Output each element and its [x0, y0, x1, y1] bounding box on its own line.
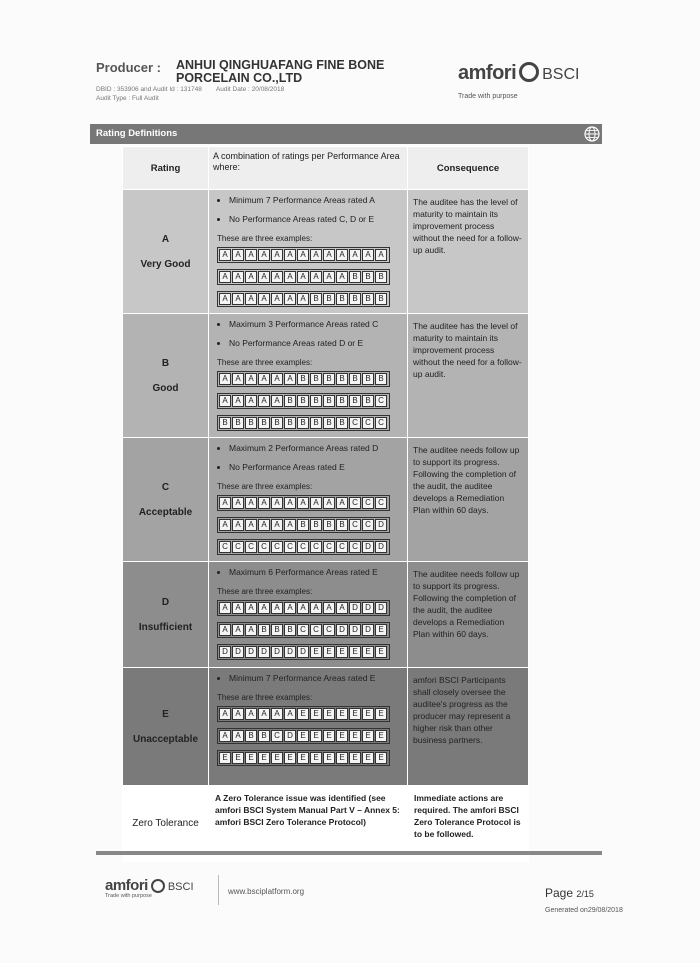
rating-row — [123, 562, 529, 668]
rating-square: A — [362, 249, 374, 261]
rating-square: A — [271, 249, 283, 261]
rating-label: Very Good — [140, 258, 191, 270]
rating-square: E — [323, 752, 335, 764]
rating-square: A — [323, 602, 335, 614]
rating-square: E — [323, 646, 335, 658]
rating-square: A — [232, 395, 244, 407]
rating-square: A — [219, 293, 231, 305]
rating-square: B — [310, 293, 322, 305]
rating-square: B — [258, 730, 270, 742]
rating-square: A — [245, 519, 257, 531]
rating-cell — [123, 190, 209, 314]
criteria-bullet: • Minimum 7 Performance Areas rated A — [229, 195, 401, 206]
rating-label: Insufficient — [138, 621, 193, 633]
rating-square: B — [271, 417, 283, 429]
rating-square: E — [349, 730, 361, 742]
rating-square: A — [232, 519, 244, 531]
rating-square: B — [375, 271, 387, 283]
criteria-list — [217, 567, 401, 578]
rating-square: A — [258, 249, 270, 261]
rating-square: A — [232, 624, 244, 636]
rating-square: A — [284, 497, 296, 509]
rating-square: A — [219, 271, 231, 283]
dbid-text: DBID : 353906 and Audit Id : 131748 — [96, 86, 202, 93]
audit-date-text: Audit Date : 20/08/2018 — [215, 86, 285, 93]
example-rating-row — [217, 728, 390, 744]
rating-square: C — [323, 541, 335, 553]
rating-square: A — [232, 249, 244, 261]
rating-square: E — [349, 752, 361, 764]
rating-row — [123, 314, 529, 438]
rating-square: A — [271, 293, 283, 305]
rating-square: E — [284, 752, 296, 764]
example-rating-row — [217, 269, 390, 285]
criteria-bullet: • No Performance Areas rated E — [229, 462, 401, 473]
rating-square: E — [362, 730, 374, 742]
rating-square: A — [297, 271, 309, 283]
zero-tolerance-label: Zero Tolerance — [123, 786, 209, 862]
rating-label: Acceptable — [138, 506, 193, 518]
criteria-cell — [209, 562, 408, 668]
footer-logo-word: amfori — [105, 877, 148, 894]
rating-square: D — [349, 602, 361, 614]
rating-square: E — [375, 730, 387, 742]
rating-cell — [123, 314, 209, 438]
rating-square: B — [323, 293, 335, 305]
rating-square: D — [258, 646, 270, 658]
generated-date: 29/08/2018 — [587, 907, 623, 914]
header-criteria: A combination of ratings per Performance Area where: — [209, 147, 408, 190]
header-consequence: Consequence — [408, 147, 529, 190]
rating-square: A — [310, 497, 322, 509]
rating-square: C — [362, 417, 374, 429]
rating-cell — [123, 562, 209, 668]
rating-square: E — [336, 730, 348, 742]
rating-square: A — [245, 373, 257, 385]
criteria-list — [217, 195, 401, 225]
rating-square: A — [297, 497, 309, 509]
rating-square: E — [349, 708, 361, 720]
rating-square: D — [284, 730, 296, 742]
rating-square: B — [323, 417, 335, 429]
rating-square: B — [362, 293, 374, 305]
rating-square: A — [310, 602, 322, 614]
rating-square: C — [271, 541, 283, 553]
criteria-bullet: • Minimum 7 Performance Areas rated E — [229, 673, 401, 684]
rating-square: B — [284, 395, 296, 407]
rating-square: A — [258, 497, 270, 509]
criteria-bullet: • Maximum 6 Performance Areas rated E — [229, 567, 401, 578]
rating-square: B — [284, 417, 296, 429]
footer-logo-ring-icon — [151, 879, 165, 893]
consequence-cell: amfori BSCI Participants shall closely oversee the auditee's progress as the producer may represent a higher risk than other business partners. — [408, 668, 529, 786]
footer-separator — [218, 875, 219, 905]
rating-square: E — [362, 708, 374, 720]
example-rating-row — [217, 247, 390, 263]
consequence-cell: The auditee needs follow up to support its progress. Following the completion of the audit, the auditee develops a Remediation Plan within 60 days. — [408, 438, 529, 562]
rating-square: A — [271, 602, 283, 614]
rating-square: B — [349, 293, 361, 305]
rating-square: D — [375, 602, 387, 614]
producer-name: ANHUI QINGHUAFANG FINE BONE PORCELAIN CO.,LTD — [176, 58, 385, 85]
criteria-bullet: • No Performance Areas rated C, D or E — [229, 214, 401, 225]
rating-square: A — [336, 249, 348, 261]
rating-square: A — [219, 519, 231, 531]
rating-square: A — [258, 519, 270, 531]
rating-square: C — [349, 417, 361, 429]
rating-square: C — [323, 624, 335, 636]
rating-square: E — [232, 752, 244, 764]
rating-square: E — [297, 730, 309, 742]
rating-square: E — [375, 646, 387, 658]
rating-square: D — [336, 624, 348, 636]
rating-cell — [123, 438, 209, 562]
footer-logo-tagline: Trade with purpose — [105, 893, 152, 899]
rating-square: E — [375, 752, 387, 764]
example-rating-row — [217, 415, 390, 431]
rating-square: A — [245, 395, 257, 407]
example-rating-row — [217, 706, 390, 722]
amfori-logo — [458, 62, 579, 103]
rating-square: C — [271, 730, 283, 742]
rating-square: E — [336, 708, 348, 720]
rating-square: A — [297, 602, 309, 614]
rating-square: B — [349, 271, 361, 283]
rating-square: B — [271, 624, 283, 636]
rating-square: A — [232, 271, 244, 283]
rating-letter: C — [161, 481, 170, 493]
example-rating-row — [217, 539, 390, 555]
rating-square: A — [349, 249, 361, 261]
rating-label: Unacceptable — [132, 733, 199, 745]
footer-url[interactable]: www.bsciplatform.org — [228, 887, 305, 896]
rating-square: C — [297, 624, 309, 636]
rating-square: D — [362, 541, 374, 553]
rating-square: A — [284, 271, 296, 283]
rating-square: B — [323, 519, 335, 531]
criteria-list — [217, 319, 401, 349]
logo-bsci: BSCI — [542, 66, 580, 83]
rating-square: A — [271, 373, 283, 385]
criteria-bullet: • Maximum 3 Performance Areas rated C — [229, 319, 401, 330]
logo-tagline: Trade with purpose — [458, 93, 518, 100]
criteria-cell — [209, 190, 408, 314]
consequence-cell: The auditee has the level of maturity to maintain its improvement process without the need for a follow-up audit. — [408, 190, 529, 314]
rating-square: A — [258, 271, 270, 283]
rating-square: B — [349, 395, 361, 407]
consequence-cell: The auditee needs follow up to support its progress. Following the completion of the audit, the auditee develops a Remediation Plan within 60 days. — [408, 562, 529, 668]
rating-square: B — [362, 271, 374, 283]
rating-square: A — [245, 249, 257, 261]
rating-square: A — [284, 708, 296, 720]
rating-square: B — [232, 417, 244, 429]
rating-square: A — [258, 293, 270, 305]
rating-square: B — [323, 373, 335, 385]
rating-row — [123, 438, 529, 562]
rating-square: C — [375, 497, 387, 509]
rating-square: B — [336, 417, 348, 429]
rating-square: E — [362, 646, 374, 658]
rating-square: D — [362, 624, 374, 636]
rating-square: D — [349, 624, 361, 636]
rating-square: A — [245, 293, 257, 305]
rating-square: A — [219, 602, 231, 614]
rating-square: B — [245, 417, 257, 429]
rating-square: A — [232, 293, 244, 305]
rating-square: A — [245, 708, 257, 720]
rating-square: E — [375, 708, 387, 720]
rating-square: A — [245, 497, 257, 509]
generated-label: Generated on — [545, 907, 588, 914]
rating-square: B — [284, 624, 296, 636]
rating-square: A — [219, 497, 231, 509]
criteria-cell — [209, 438, 408, 562]
criteria-bullet: • No Performance Areas rated D or E — [229, 338, 401, 349]
rating-square: C — [349, 519, 361, 531]
logo-ring-icon — [519, 62, 539, 82]
globe-icon — [582, 124, 602, 144]
rating-square: D — [284, 646, 296, 658]
rating-square: B — [297, 373, 309, 385]
example-rating-row — [217, 600, 390, 616]
rating-square: C — [336, 541, 348, 553]
rating-square: E — [323, 730, 335, 742]
rating-square: A — [336, 271, 348, 283]
footer-logo-bsci: BSCI — [167, 881, 194, 893]
rating-square: A — [219, 395, 231, 407]
rating-square: C — [362, 519, 374, 531]
section-bar — [90, 124, 602, 144]
rating-square: B — [310, 519, 322, 531]
generated-on — [545, 907, 623, 914]
rating-square: A — [323, 249, 335, 261]
rating-square: A — [271, 519, 283, 531]
audit-type-text: Audit Type : Full Audit — [96, 95, 159, 102]
rating-square: B — [297, 417, 309, 429]
rating-square: A — [232, 730, 244, 742]
rating-square: A — [258, 602, 270, 614]
rating-square: E — [375, 624, 387, 636]
rating-square: A — [310, 271, 322, 283]
rating-square: C — [349, 541, 361, 553]
criteria-list — [217, 443, 401, 473]
rating-square: E — [336, 752, 348, 764]
rating-square: A — [336, 602, 348, 614]
rating-square: C — [258, 541, 270, 553]
rating-square: E — [323, 708, 335, 720]
rating-square: A — [284, 602, 296, 614]
rating-square: C — [310, 541, 322, 553]
criteria-list — [217, 673, 401, 684]
rating-square: A — [271, 497, 283, 509]
rating-square: E — [271, 752, 283, 764]
rating-square: A — [258, 373, 270, 385]
rating-square: B — [375, 373, 387, 385]
rating-label: Good — [152, 382, 179, 394]
rating-square: B — [297, 395, 309, 407]
rating-square: B — [310, 395, 322, 407]
rating-square: A — [284, 293, 296, 305]
rating-square: A — [310, 249, 322, 261]
page-number — [545, 886, 594, 900]
rating-square: A — [245, 624, 257, 636]
rating-square: A — [258, 708, 270, 720]
rating-square: E — [219, 752, 231, 764]
zero-tolerance-criteria: A Zero Tolerance issue was identified (see amfori BSCI System Manual Part V – Annex 5: amfori BSCI Zero Tolerance Protocol) — [209, 786, 408, 862]
rating-square: A — [245, 602, 257, 614]
rating-square: B — [336, 395, 348, 407]
rating-square: A — [219, 708, 231, 720]
page-header — [96, 58, 616, 118]
rating-square: B — [219, 417, 231, 429]
rating-square: C — [362, 497, 374, 509]
rating-square: A — [323, 497, 335, 509]
rating-square: D — [297, 646, 309, 658]
rating-square: E — [362, 752, 374, 764]
footer-logo — [105, 877, 194, 899]
example-rating-row — [217, 644, 390, 660]
examples-label: These are three examples: — [217, 358, 313, 367]
rating-square: E — [310, 752, 322, 764]
rating-square: E — [297, 752, 309, 764]
example-rating-row — [217, 393, 390, 409]
rating-square: A — [375, 249, 387, 261]
rating-square: C — [245, 541, 257, 553]
rating-square: B — [258, 417, 270, 429]
header-rating: Rating — [123, 147, 209, 190]
rating-square: C — [232, 541, 244, 553]
consequence-cell: The auditee has the level of maturity to maintain its improvement process without the need for a follow-up audit. — [408, 314, 529, 438]
rating-cell — [123, 668, 209, 786]
rating-square: A — [232, 708, 244, 720]
rating-letter: D — [161, 596, 170, 608]
rating-square: A — [232, 497, 244, 509]
rating-square: A — [297, 249, 309, 261]
rating-square: A — [284, 519, 296, 531]
audit-meta — [96, 85, 298, 103]
rating-square: C — [219, 541, 231, 553]
rating-square: D — [232, 646, 244, 658]
rating-square: A — [219, 624, 231, 636]
rating-square: D — [245, 646, 257, 658]
rating-square: C — [310, 624, 322, 636]
rating-table — [122, 146, 529, 862]
example-rating-row — [217, 517, 390, 533]
rating-square: D — [375, 541, 387, 553]
rating-square: D — [375, 519, 387, 531]
rating-letter: A — [161, 233, 170, 245]
criteria-bullet: • Maximum 2 Performance Areas rated D — [229, 443, 401, 454]
example-rating-row — [217, 622, 390, 638]
rating-square: B — [258, 624, 270, 636]
logo-word: amfori — [458, 62, 517, 84]
rating-square: D — [271, 646, 283, 658]
rating-square: A — [232, 373, 244, 385]
rating-square: A — [297, 293, 309, 305]
rating-square: B — [362, 373, 374, 385]
rating-square: A — [245, 271, 257, 283]
footer-divider — [96, 851, 602, 855]
example-rating-row — [217, 495, 390, 511]
rating-square: A — [232, 602, 244, 614]
criteria-cell — [209, 668, 408, 786]
example-rating-row — [217, 371, 390, 387]
rating-square: C — [284, 541, 296, 553]
rating-square: D — [219, 646, 231, 658]
rating-square: A — [258, 395, 270, 407]
rating-square: B — [336, 293, 348, 305]
criteria-cell — [209, 314, 408, 438]
examples-label: These are three examples: — [217, 693, 313, 702]
page-label: Page — [545, 886, 574, 900]
rating-square: A — [336, 497, 348, 509]
rating-square: E — [258, 752, 270, 764]
examples-label: These are three examples: — [217, 587, 313, 596]
rating-letter: B — [161, 357, 170, 369]
rating-square: A — [271, 271, 283, 283]
rating-square: C — [297, 541, 309, 553]
rating-square: E — [310, 708, 322, 720]
rating-square: B — [362, 395, 374, 407]
rating-square: C — [375, 395, 387, 407]
rating-square: B — [297, 519, 309, 531]
examples-label: These are three examples: — [217, 482, 313, 491]
rating-square: B — [375, 293, 387, 305]
section-title: Rating Definitions — [96, 128, 178, 139]
rating-row — [123, 190, 529, 314]
rating-square: A — [271, 395, 283, 407]
rating-square: B — [310, 417, 322, 429]
rating-square: B — [349, 373, 361, 385]
rating-square: E — [297, 708, 309, 720]
rating-square: B — [245, 730, 257, 742]
zero-tolerance-consequence: Immediate actions are required. The amfori BSCI Zero Tolerance Protocol is to be followed. — [408, 786, 529, 862]
rating-square: E — [245, 752, 257, 764]
rating-square: E — [310, 646, 322, 658]
rating-square: A — [219, 730, 231, 742]
example-rating-row — [217, 750, 390, 766]
rating-square: A — [284, 249, 296, 261]
table-header-row — [123, 147, 529, 190]
rating-square: A — [271, 708, 283, 720]
page-num: 2/15 — [576, 889, 594, 899]
rating-row — [123, 668, 529, 786]
rating-square: B — [323, 395, 335, 407]
rating-square: B — [336, 373, 348, 385]
rating-square: A — [284, 373, 296, 385]
rating-letter: E — [162, 708, 169, 720]
rating-square: B — [336, 519, 348, 531]
rating-square: E — [349, 646, 361, 658]
rating-square: E — [336, 646, 348, 658]
rating-square: E — [310, 730, 322, 742]
rating-square: C — [375, 417, 387, 429]
producer-label: Producer : — [96, 60, 162, 75]
rating-square: A — [323, 271, 335, 283]
rating-square: A — [219, 249, 231, 261]
rating-square: C — [349, 497, 361, 509]
rating-square: D — [362, 602, 374, 614]
rating-square: B — [310, 373, 322, 385]
example-rating-row — [217, 291, 390, 307]
examples-label: These are three examples: — [217, 234, 313, 243]
rating-square: A — [219, 373, 231, 385]
